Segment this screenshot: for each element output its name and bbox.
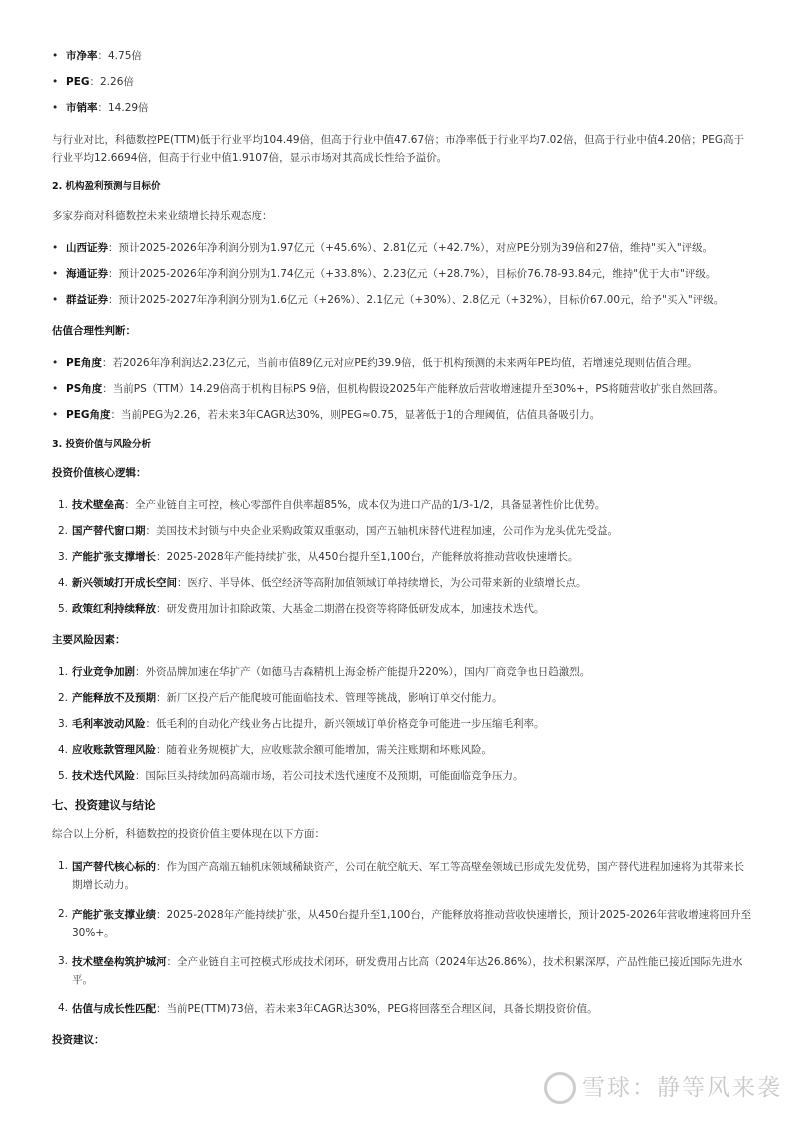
core-label: 产能扩张支撑增长 — [72, 551, 156, 563]
industry-compare-paragraph: 与行业对比，科德数控PE(TTM)低于行业平均104.49倍，但高于行业中值47.67倍；市净率低于行业平均7.02倍，但高于行业中值4.20倍；PEG高于行业平均12.6694倍，但高于行业中值1.9107倍，显示市场对其高成长性给予溢价。 — [52, 134, 745, 164]
bullet-dot: • — [52, 76, 59, 88]
conclusion-item: 国产替代核心标的：作为国产高端五轴机床领域稀缺资产，公司在航空航天、军工等高壁垒领域已形成先发优势，国产替代进程加速将为其带来长期增长动力。 — [72, 861, 744, 891]
watermark: 雪球：静等风来袭 — [544, 1069, 782, 1105]
bullet-dot: • — [52, 357, 59, 369]
risk-item: 应收账款管理风险：随着业务规模扩大，应收账款余额可能增加，需关注账期和坏账风险。 — [72, 744, 492, 756]
metric-pb: 市净率：4.75倍 — [66, 50, 142, 62]
risk-heading: 主要风险因素： — [52, 634, 126, 646]
core-item: 国产替代窗口期：美国技术封锁与中央企业采购政策双重驱动，国产五轴机床替代进程加速，公司作为龙头优先受益。 — [72, 525, 618, 537]
core-logic-heading: 投资价值核心逻辑： — [52, 467, 147, 479]
investment-advice-heading: 投资建议： — [52, 1034, 105, 1046]
bullet-dot: • — [52, 50, 59, 62]
metric-ps: 市销率：14.29倍 — [66, 102, 149, 114]
section-3-heading: 3. 投资价值与风险分析 — [52, 439, 152, 450]
valuation-label: PE角度 — [66, 357, 102, 369]
broker-name: 群益证券 — [66, 294, 108, 306]
conclusion-item: 技术壁垒构筑护城河：全产业链自主可控模式形成技术闭环，研发费用占比高（2024年达26.86%），技术积累深厚，产品性能已接近国际先进水平。 — [72, 956, 743, 986]
bullet-dot: • — [52, 294, 59, 306]
bullet-dot: • — [52, 383, 59, 395]
metric-value: 14.29倍 — [108, 102, 149, 114]
core-item: 技术壁垒高：全产业链自主可控，核心零部件自供率超85%，成本仅为进口产品的1/3-1/2，具备显著性价比优势。 — [72, 499, 606, 511]
core-label: 技术壁垒高 — [72, 499, 125, 511]
list-number: 3. — [58, 718, 69, 730]
risk-label: 毛利率波动风险 — [72, 718, 146, 730]
metric-label: 市销率 — [66, 102, 98, 114]
risk-label: 产能释放不及预期 — [72, 692, 156, 704]
list-number: 2. — [58, 692, 69, 704]
valuation-item: PS角度：当前PS（TTM）14.29倍高于机构目标PS 9倍，但机构假设2025年产能释放后营收增速提升至30%+，PS将随营收扩张自然回落。 — [66, 383, 724, 395]
watermark-brand: 雪球 — [582, 1074, 632, 1101]
valuation-heading: 估值合理性判断： — [52, 325, 136, 337]
bullet-dot: • — [52, 409, 59, 421]
valuation-item: PEG角度：当前PEG为2.26，若未来3年CAGR达30%，则PEG≈0.75，显著低于1的合理阈值，估值具备吸引力。 — [66, 409, 601, 421]
risk-item: 毛利率波动风险：低毛利的自动化产线业务占比提升，新兴领域订单价格竞争可能进一步压缩毛利率。 — [72, 718, 545, 730]
section-2-heading: 2. 机构盈利预测与目标价 — [52, 181, 161, 192]
list-number: 3. — [58, 955, 69, 967]
broker-name: 山西证券 — [66, 242, 108, 254]
risk-item: 产能释放不及预期：新厂区投产后产能爬坡可能面临技术、管理等挑战，影响订单交付能力。 — [72, 692, 503, 704]
list-number: 1. — [58, 666, 69, 678]
broker-item: 群益证券：预计2025-2027年净利润分别为1.6亿元（+26%）、2.1亿元（+30%）、2.8亿元（+32%），目标价67.00元，给予"买入"评级。 — [66, 294, 725, 306]
risk-item: 行业竞争加剧：外资品牌加速在华扩产（如德马吉森精机上海金桥产能提升220%），国内厂商竞争也日趋激烈。 — [72, 666, 591, 678]
bullet-dot: • — [52, 268, 59, 280]
bullet-dot: • — [52, 242, 59, 254]
risk-label: 应收账款管理风险 — [72, 744, 156, 756]
metric-label: PEG — [66, 76, 90, 88]
section-2-intro: 多家券商对科德数控未来业绩增长持乐观态度： — [52, 210, 273, 222]
conclusion-label: 产能扩张支撑业绩 — [72, 909, 156, 921]
core-label: 政策红利持续释放 — [72, 603, 156, 615]
list-number: 5. — [58, 603, 69, 615]
broker-name: 海通证券 — [66, 268, 108, 280]
list-number: 3. — [58, 551, 69, 563]
core-item: 政策红利持续释放：研发费用加计扣除政策、大基金二期潜在投资等将降低研发成本，加速技术迭代。 — [72, 603, 545, 615]
metric-label: 市净率 — [66, 50, 98, 62]
risk-label: 技术迭代风险 — [72, 770, 135, 782]
section-7-heading: 七、投资建议与结论 — [52, 798, 156, 812]
list-number: 5. — [58, 770, 69, 782]
broker-item: 海通证券：预计2025-2026年净利润分别为1.74亿元（+33.8%）、2.23亿元（+28.7%），目标价76.78-93.84元，维持"优于大市"评级。 — [66, 268, 717, 280]
conclusion-item: 产能扩张支撑业绩：2025-2028年产能持续扩张，从450台提升至1,100台，产能释放将推动营收快速增长，预计2025-2026年营收增速将回升至30%+。 — [72, 909, 752, 939]
core-label: 国产替代窗口期 — [72, 525, 146, 537]
conclusion-item: 估值与成长性匹配：当前PE(TTM)73倍，若未来3年CAGR达30%，PEG将回落至合理区间，具备长期投资价值。 — [72, 1003, 598, 1015]
xueqiu-logo-icon — [544, 1072, 576, 1104]
bullet-dot: • — [52, 102, 59, 114]
list-number: 4. — [58, 577, 69, 589]
conclusion-label: 技术壁垒构筑护城河 — [72, 956, 167, 968]
list-number: 4. — [58, 744, 69, 756]
broker-item: 山西证券：预计2025-2026年净利润分别为1.97亿元（+45.6%）、2.81亿元（+42.7%），对应PE分别为39倍和27倍，维持"买入"评级。 — [66, 242, 714, 254]
valuation-item: PE角度：若2026年净利润达2.23亿元，当前市值89亿元对应PE约39.9倍，低于机构预测的未来两年PE均值，若增速兑现则估值合理。 — [66, 357, 698, 369]
core-item: 产能扩张支撑增长：2025-2028年产能持续扩张，从450台提升至1,100台，产能释放将推动营收快速增长。 — [72, 551, 579, 563]
core-label: 新兴领域打开成长空间 — [72, 577, 177, 589]
list-number: 2. — [58, 908, 69, 920]
risk-item: 技术迭代风险：国际巨头持续加码高端市场，若公司技术迭代速度不及预期，可能面临竞争压力。 — [72, 770, 524, 782]
risk-label: 行业竞争加剧 — [72, 666, 135, 678]
list-number: 4. — [58, 1002, 69, 1014]
list-number: 1. — [58, 499, 69, 511]
watermark-author: 静等风来袭 — [657, 1074, 782, 1101]
valuation-label: PEG角度 — [66, 409, 111, 421]
metric-peg: PEG：2.26倍 — [66, 76, 134, 88]
section-7-intro: 综合以上分析，科德数控的投资价值主要体现在以下方面： — [52, 828, 325, 840]
list-number: 1. — [58, 860, 69, 872]
conclusion-label: 国产替代核心标的 — [72, 861, 156, 873]
conclusion-label: 估值与成长性匹配 — [72, 1003, 156, 1015]
valuation-label: PS角度 — [66, 383, 103, 395]
metric-value: 2.26倍 — [100, 76, 134, 88]
list-number: 2. — [58, 525, 69, 537]
core-item: 新兴领域打开成长空间：医疗、半导体、低空经济等高附加值领域订单持续增长，为公司带来新的业绩增长点。 — [72, 577, 587, 589]
metric-value: 4.75倍 — [108, 50, 142, 62]
